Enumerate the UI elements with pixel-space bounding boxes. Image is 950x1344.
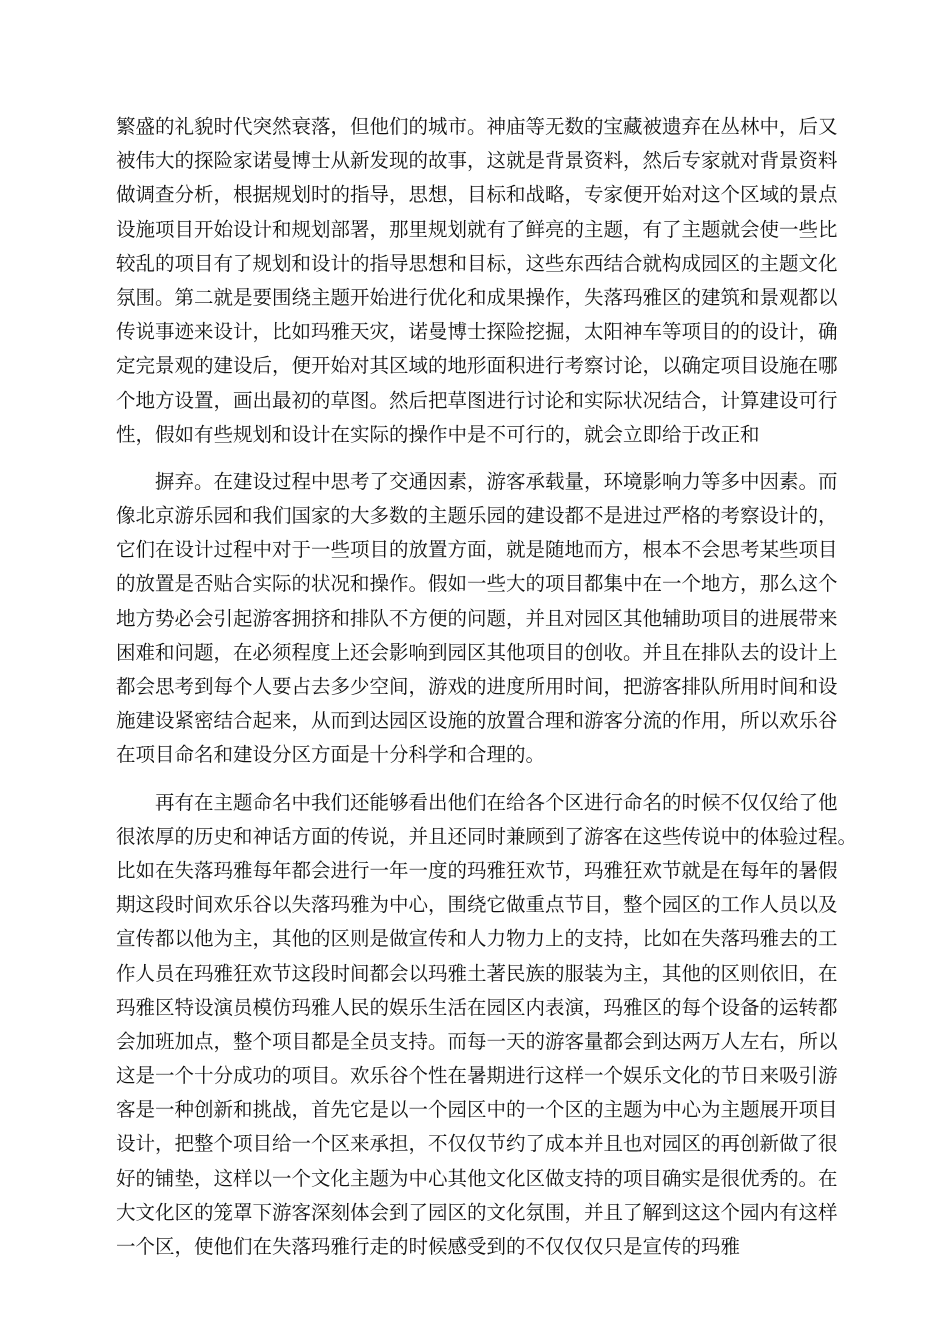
text-line: 都会思考到每个人要占去多少空间，游戏的进度所用时间，把游客排队所用时间和设 (116, 675, 838, 698)
text-line: 个地方设置，画出最初的草图。然后把草图进行讨论和实际状况结合，计算建设可行 (116, 388, 838, 412)
text-line: 会加班加点，整个项目都是全员支持。而每一天的游客量都会到达两万人左右，所以 (116, 1029, 838, 1053)
paragraph-spacer (116, 773, 836, 786)
text-line: 摒弃。在建设过程中思考了交通因素，游客承载量，环境影响力等多中因素。而 (116, 469, 838, 493)
text-line: 传说事迹来设计，比如玛雅天灾，诺曼博士探险挖掘，太阳神车等项目的的设计，确 (116, 320, 838, 344)
text-line: 这是一个十分成功的项目。欢乐谷个性在暑期进行这样一个娱乐文化的节日来吸引游 (116, 1064, 838, 1088)
text-line: 像北京游乐园和我们国家的大多数的主题乐园的建设都不是进过严格的考察设计的， (116, 504, 838, 528)
text-line: 设计，把整个项目给一个区来承担，不仅仅节约了成本并且也对园区的再创新做了很 (116, 1132, 838, 1156)
text-line: 较乱的项目有了规划和设计的指导思想和目标，这些东西结合就构成园区的主题文化 (116, 251, 838, 275)
text-line: 宣传都以他为主，其他的区则是做宣传和人力物力上的支持，比如在失落玛雅去的工 (116, 927, 838, 951)
text-line: 在项目命名和建设分区方面是十分科学和合理的。 (116, 743, 546, 767)
paragraph-1 (116, 110, 836, 452)
text-line: 很浓厚的历史和神话方面的传说，并且还同时兼顾到了游客在这些传说中的体验过程。 (116, 824, 858, 848)
text-line: 玛雅区特设演员模仿玛雅人民的娱乐生活在园区内表演，玛雅区的每个设备的运转都 (116, 995, 838, 1019)
text-line: 被伟大的探险家诺曼博士从新发现的故事，这就是背景资料，然后专家就对背景资料 (116, 149, 838, 173)
paragraph-spacer (116, 452, 836, 465)
text-line: 设施项目开始设计和规划部署，那里规划就有了鲜亮的主题，有了主题就会使一些比 (116, 217, 838, 241)
document-body (116, 110, 858, 1264)
text-line: 好的铺垫，这样以一个文化主题为中心其他文化区做支持的项目确实是很优秀的。在 (116, 1166, 838, 1190)
text-line: 性，假如有些规划和设计在实际的操作中是不可行的，就会立即给于改正和 (116, 422, 760, 446)
text-line: 施建设紧密结合起来，从而到达园区设施的放置合理和游客分流的作用，所以欢乐谷 (116, 709, 838, 733)
text-line: 再有在主题命名中我们还能够看出他们在给各个区进行命名的时候不仅仅给了他 (116, 790, 838, 814)
paragraph-2 (116, 465, 836, 773)
text-line: 繁盛的礼貌时代突然衰落，但他们的城市。神庙等无数的宝藏被遗弃在丛林中，后又 (116, 115, 838, 138)
text-line: 做调查分析，根据规划时的指导，思想，目标和战略，专家便开始对这个区域的景点 (116, 183, 838, 207)
text-line: 地方势必会引起游客拥挤和排队不方便的问题，并且对园区其他辅助项目的进展带来 (116, 606, 838, 630)
paragraph-3 (116, 786, 858, 1265)
text-line: 期这段时间欢乐谷以失落玛雅为中心，围绕它做重点节目，整个园区的工作人员以及 (116, 893, 838, 917)
text-line: 客是一种创新和挑战，首先它是以一个园区中的一个区的主题为中心为主题展开项目 (116, 1098, 838, 1122)
text-line: 定完景观的建设后，便开始对其区域的地形面积进行考察讨论，以确定项目设施在哪 (116, 354, 838, 378)
text-line: 大文化区的笼罩下游客深刻体会到了园区的文化氛围，并且了解到这这个园内有这样 (116, 1200, 838, 1224)
text-line: 比如在失落玛雅每年都会进行一年一度的玛雅狂欢节，玛雅狂欢节就是在每年的暑假 (116, 858, 838, 882)
text-line: 的放置是否贴合实际的状况和操作。假如一些大的项目都集中在一个地方，那么这个 (116, 572, 838, 596)
text-line: 它们在设计过程中对于一些项目的放置方面，就是随地而方，根本不会思考某些项目 (116, 538, 838, 562)
text-line: 一个区，使他们在失落玛雅行走的时候感受到的不仅仅仅只是宣传的玛雅 (116, 1235, 741, 1258)
text-line: 氛围。第二就是要围绕主题开始进行优化和成果操作，失落玛雅区的建筑和景观都以 (116, 285, 838, 309)
text-line: 困难和问题，在必须程度上还会影响到园区其他项目的创收。并且在排队去的设计上 (116, 640, 838, 664)
text-line: 作人员在玛雅狂欢节这段时间都会以玛雅土著民族的服装为主，其他的区则依旧，在 (116, 961, 838, 985)
